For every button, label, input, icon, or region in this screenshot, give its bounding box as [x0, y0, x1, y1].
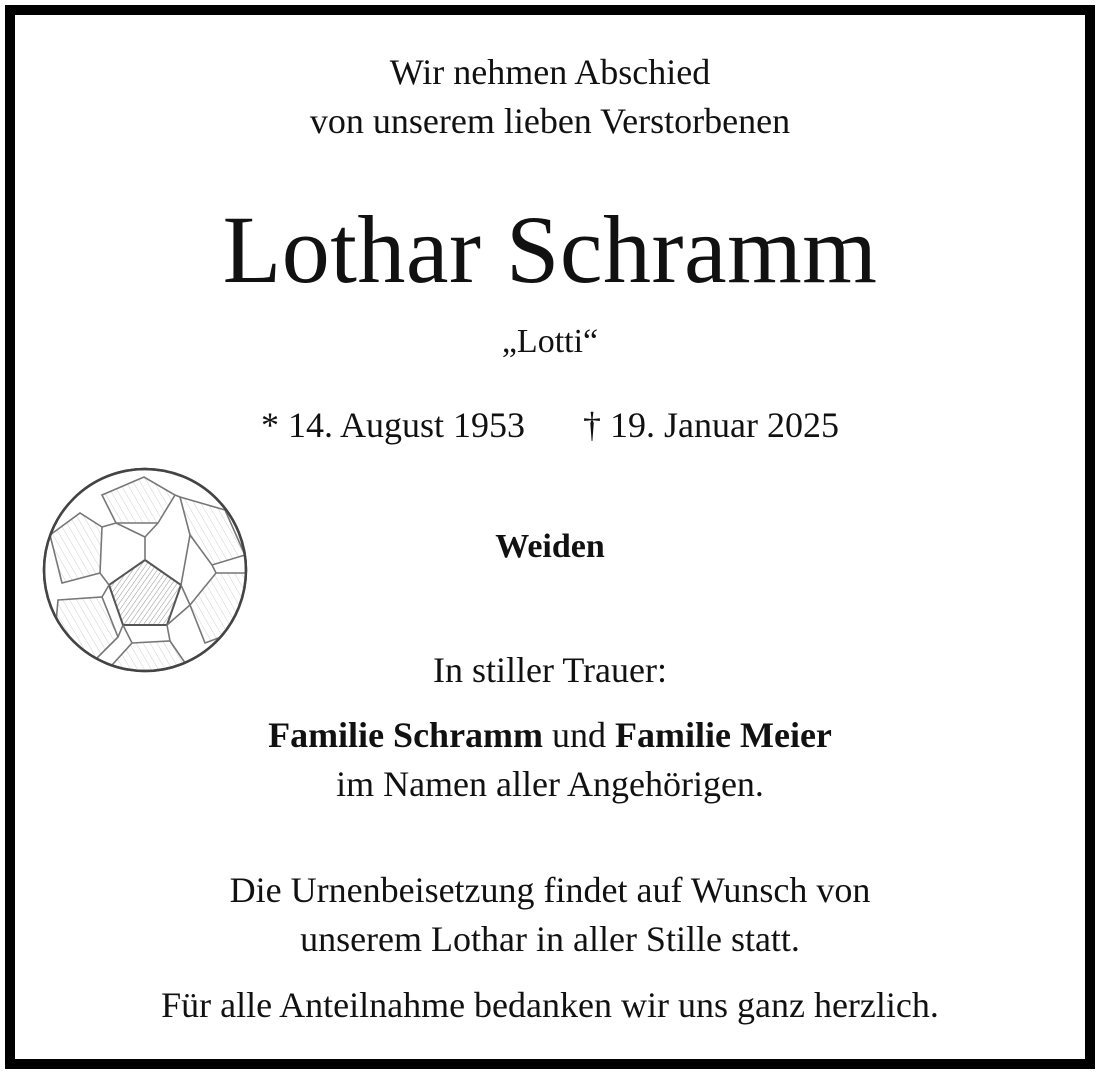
- burial-notice-line-2: unserem Lothar in aller Stille statt.: [300, 919, 800, 959]
- place-of-residence: Weiden: [495, 528, 605, 565]
- mourners-intro: In stiller Trauer:: [433, 650, 667, 690]
- thanks-line: Für alle Anteilnahme bedanken wir uns ganz herzlich.: [161, 985, 939, 1025]
- death-date: † 19. Januar 2025: [583, 405, 839, 445]
- family-name-1: Familie Schramm: [268, 715, 544, 755]
- birth-date: * 14. August 1953: [261, 405, 526, 445]
- soccer-ball-icon: [40, 465, 250, 675]
- life-dates: [0, 403, 1100, 447]
- family-name-2: Familie Meier: [615, 715, 832, 755]
- family-connector: und: [552, 715, 607, 755]
- heading-line-2: von unserem lieben Verstorbenen: [309, 101, 791, 141]
- deceased-nickname: „Lotti“: [501, 323, 599, 360]
- heading-line-1: Wir nehmen Abschied: [389, 52, 711, 92]
- mourners-families: [0, 713, 1100, 757]
- deceased-name: Lothar Schramm: [222, 196, 878, 303]
- burial-notice-line-1: Die Urnenbeisetzung findet auf Wunsch von: [229, 870, 871, 910]
- mourners-line-2: im Namen aller Angehörigen.: [336, 764, 764, 804]
